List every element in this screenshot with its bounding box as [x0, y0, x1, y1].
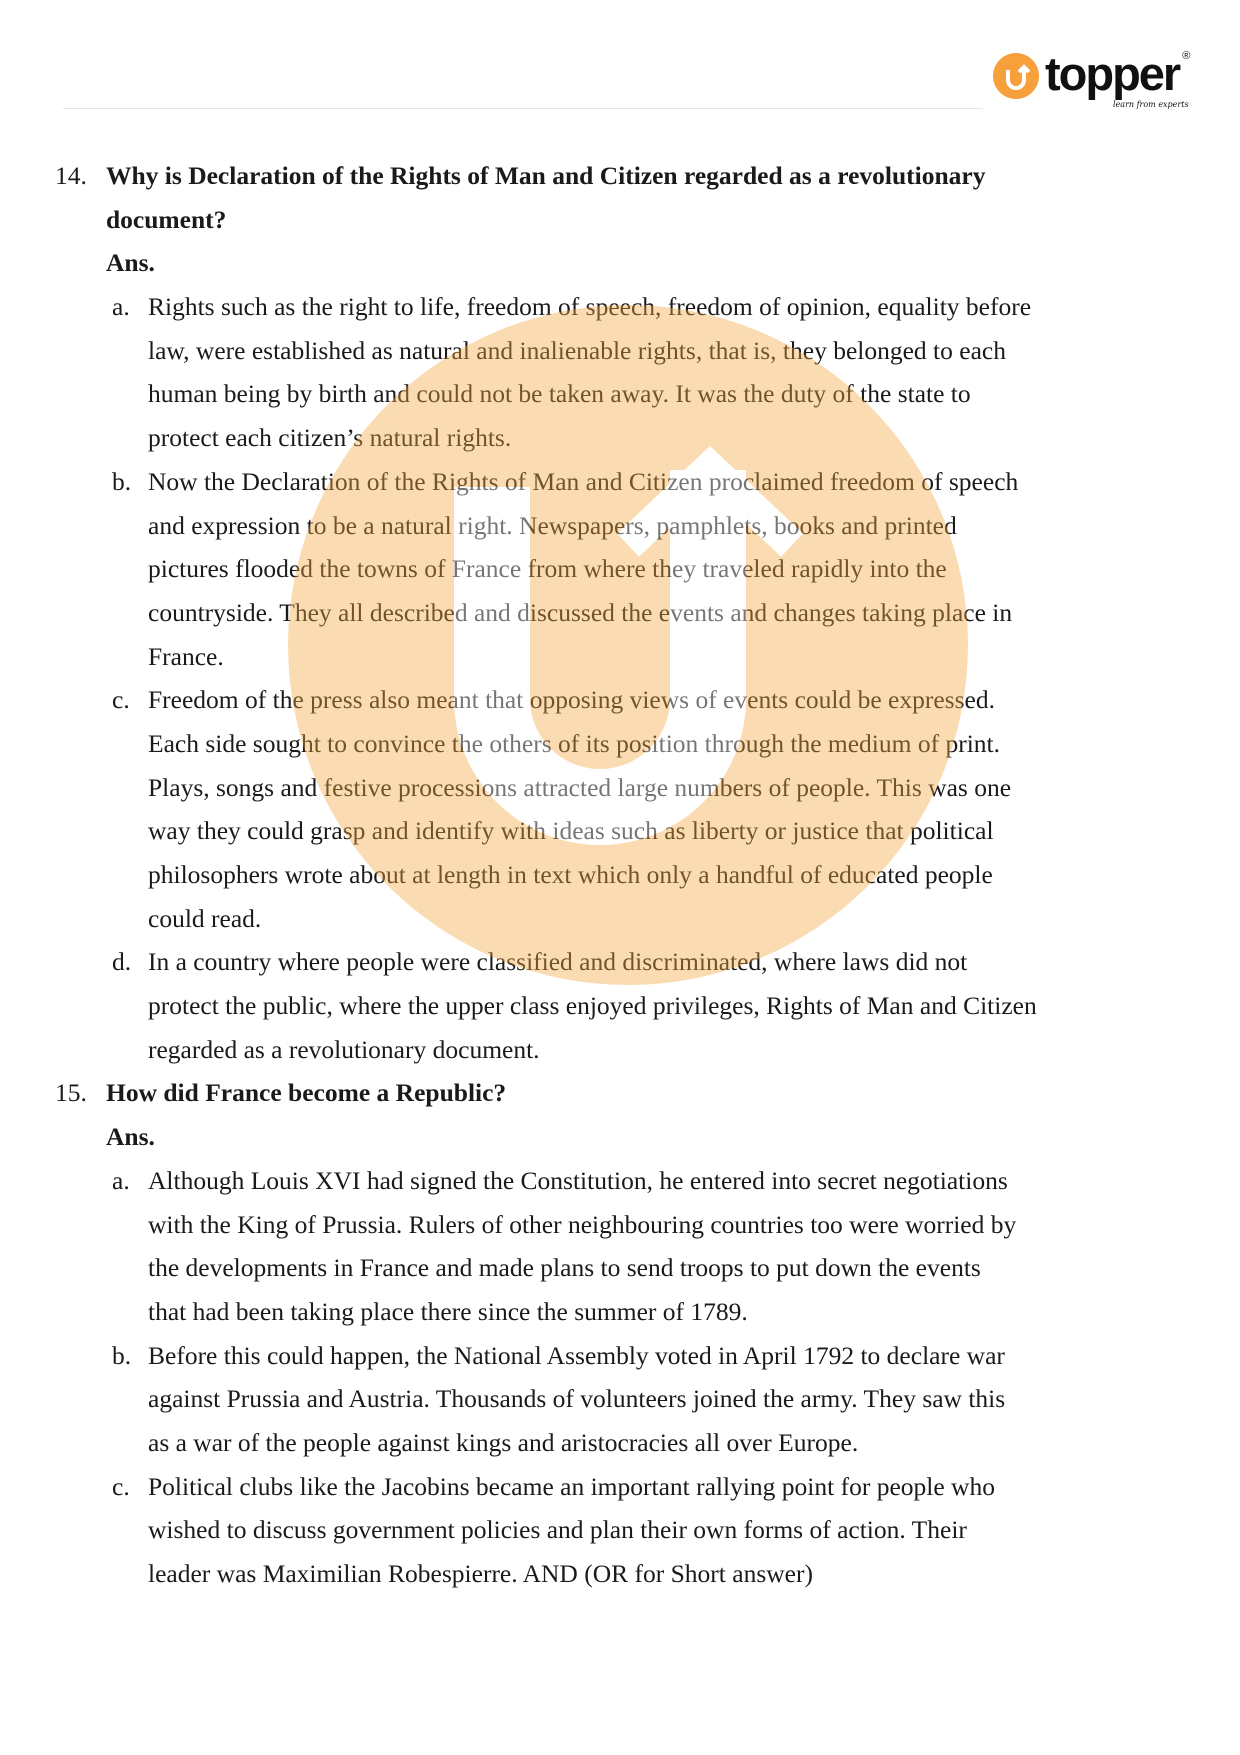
point-text: Political clubs like the Jacobins became an important rallying point for people who — [148, 1471, 995, 1501]
point-text: that had been taking place there since the summer of 1789. — [148, 1296, 748, 1326]
point-text: philosophers wrote about at length in text which only a handful of educated people — [148, 860, 993, 889]
answer-point-line — [0, 1421, 1240, 1465]
answer-point-line — [0, 1465, 1240, 1509]
answer-point-line — [0, 1246, 1240, 1290]
point-text: Although Louis XVI had signed the Constitution, he entered into secret negotiations — [148, 1165, 1008, 1195]
answer-point-line — [0, 1508, 1240, 1552]
point-text: with the King of Prussia. Rulers of other neighbouring countries too were worried by — [148, 1209, 1017, 1239]
point-text: protect the public, where the upper class enjoyed privileges, Rights of Man and Citizen — [148, 991, 1037, 1021]
question-text: How did France become a Republic? — [106, 1078, 507, 1108]
topper-u-icon — [993, 53, 1039, 99]
registered-mark: ® — [1182, 50, 1191, 62]
point-label: c. — [112, 685, 130, 715]
point-text: and expression to be a natural right. Newspapers, pamphlets, books and printed — [148, 510, 957, 540]
point-text: wished to discuss government policies and plan their own forms of action. Their — [148, 1515, 967, 1545]
point-text: countryside. They all described and discussed the events and changes taking place in — [148, 597, 1013, 627]
topper-logo — [993, 47, 1223, 112]
answer-point-line — [0, 372, 1240, 416]
point-text: Now the Declaration of the Rights of Man and Citizen proclaimed freedom of speech — [148, 466, 1019, 496]
answer-point-line — [0, 897, 1240, 941]
answer-label-row — [0, 241, 1240, 285]
point-label: b. — [112, 1340, 132, 1370]
document-body — [0, 154, 1240, 1596]
answer-point-line — [0, 547, 1240, 591]
point-text: Before this could happen, the National Assembly voted in April 1792 to declare war — [148, 1340, 1005, 1370]
answer-point-line — [0, 984, 1240, 1028]
question-line — [0, 154, 1240, 198]
point-label: a. — [112, 292, 130, 322]
question-text: Why is Declaration of the Rights of Man and Citizen regarded as a revolutionary — [106, 161, 986, 190]
answer-point-line — [0, 766, 1240, 810]
answer-point-line — [0, 285, 1240, 329]
point-label: b. — [112, 466, 132, 496]
answer-point-line — [0, 809, 1240, 853]
question-number: 14. — [55, 161, 87, 190]
point-label: a. — [112, 1165, 130, 1195]
point-text: In a country where people were classified and discriminated, where laws did not — [148, 947, 968, 977]
answer-point-line — [0, 1159, 1240, 1203]
point-text: Rights such as the right to life, freedom of speech, freedom of opinion, equality before — [148, 292, 1032, 322]
point-text: Freedom of the press also meant that opposing views of events could be expressed. — [148, 685, 995, 715]
answer-point-line — [0, 1028, 1240, 1072]
point-text: Each side sought to convince the others of its position through the medium of print. — [148, 728, 1000, 758]
header-divider — [63, 108, 983, 109]
point-text: the developments in France and made plans to send troops to put down the events — [148, 1253, 981, 1283]
point-text: leader was Maximilian Robespierre. AND (OR for Short answer) — [148, 1559, 813, 1588]
point-text: Plays, songs and festive processions attracted large numbers of people. This was one — [148, 772, 1012, 802]
point-label: d. — [112, 947, 132, 977]
answer-point-line — [0, 416, 1240, 460]
answer-label: Ans. — [106, 1122, 155, 1152]
answer-point-line — [0, 329, 1240, 373]
point-text: pictures flooded the towns of France from where they traveled rapidly into the — [148, 554, 947, 584]
point-text: against Prussia and Austria. Thousands of volunteers joined the army. They saw this — [148, 1384, 1006, 1414]
point-text: protect each citizen’s natural rights. — [148, 423, 512, 453]
point-text: regarded as a revolutionary document. — [148, 1034, 540, 1064]
point-text: law, were established as natural and inalienable rights, that is, they belonged to each — [148, 335, 1006, 365]
point-text: as a war of the people against kings and aristocracies all over Europe. — [148, 1427, 859, 1457]
answer-point-line — [0, 940, 1240, 984]
point-text: way they could grasp and identify with ideas such as liberty or justice that political — [148, 816, 994, 846]
answer-point-line — [0, 1203, 1240, 1247]
answer-point-line — [0, 1552, 1240, 1596]
logo-text: topper — [1045, 47, 1180, 100]
answer-label: Ans. — [106, 248, 155, 278]
answer-point-line — [0, 591, 1240, 635]
answer-point-line — [0, 504, 1240, 548]
question-line — [0, 1071, 1240, 1115]
answer-point-line — [0, 678, 1240, 722]
answer-point-line — [0, 1334, 1240, 1378]
answer-point-line — [0, 635, 1240, 679]
point-text: could read. — [148, 903, 262, 933]
answer-point-line — [0, 1377, 1240, 1421]
logo-wordmark — [1045, 47, 1191, 100]
logo-tagline: learn from experts — [1113, 100, 1189, 109]
answer-point-line — [0, 853, 1240, 897]
answer-point-line — [0, 1290, 1240, 1334]
question-number: 15. — [55, 1078, 87, 1108]
question-text: document? — [106, 204, 227, 234]
answer-point-line — [0, 722, 1240, 766]
answer-point-line — [0, 460, 1240, 504]
answer-label-row — [0, 1115, 1240, 1159]
point-label: c. — [112, 1471, 130, 1501]
point-text: France. — [148, 641, 224, 671]
question-line — [0, 198, 1240, 242]
point-text: human being by birth and could not be taken away. It was the duty of the state to — [148, 379, 971, 409]
